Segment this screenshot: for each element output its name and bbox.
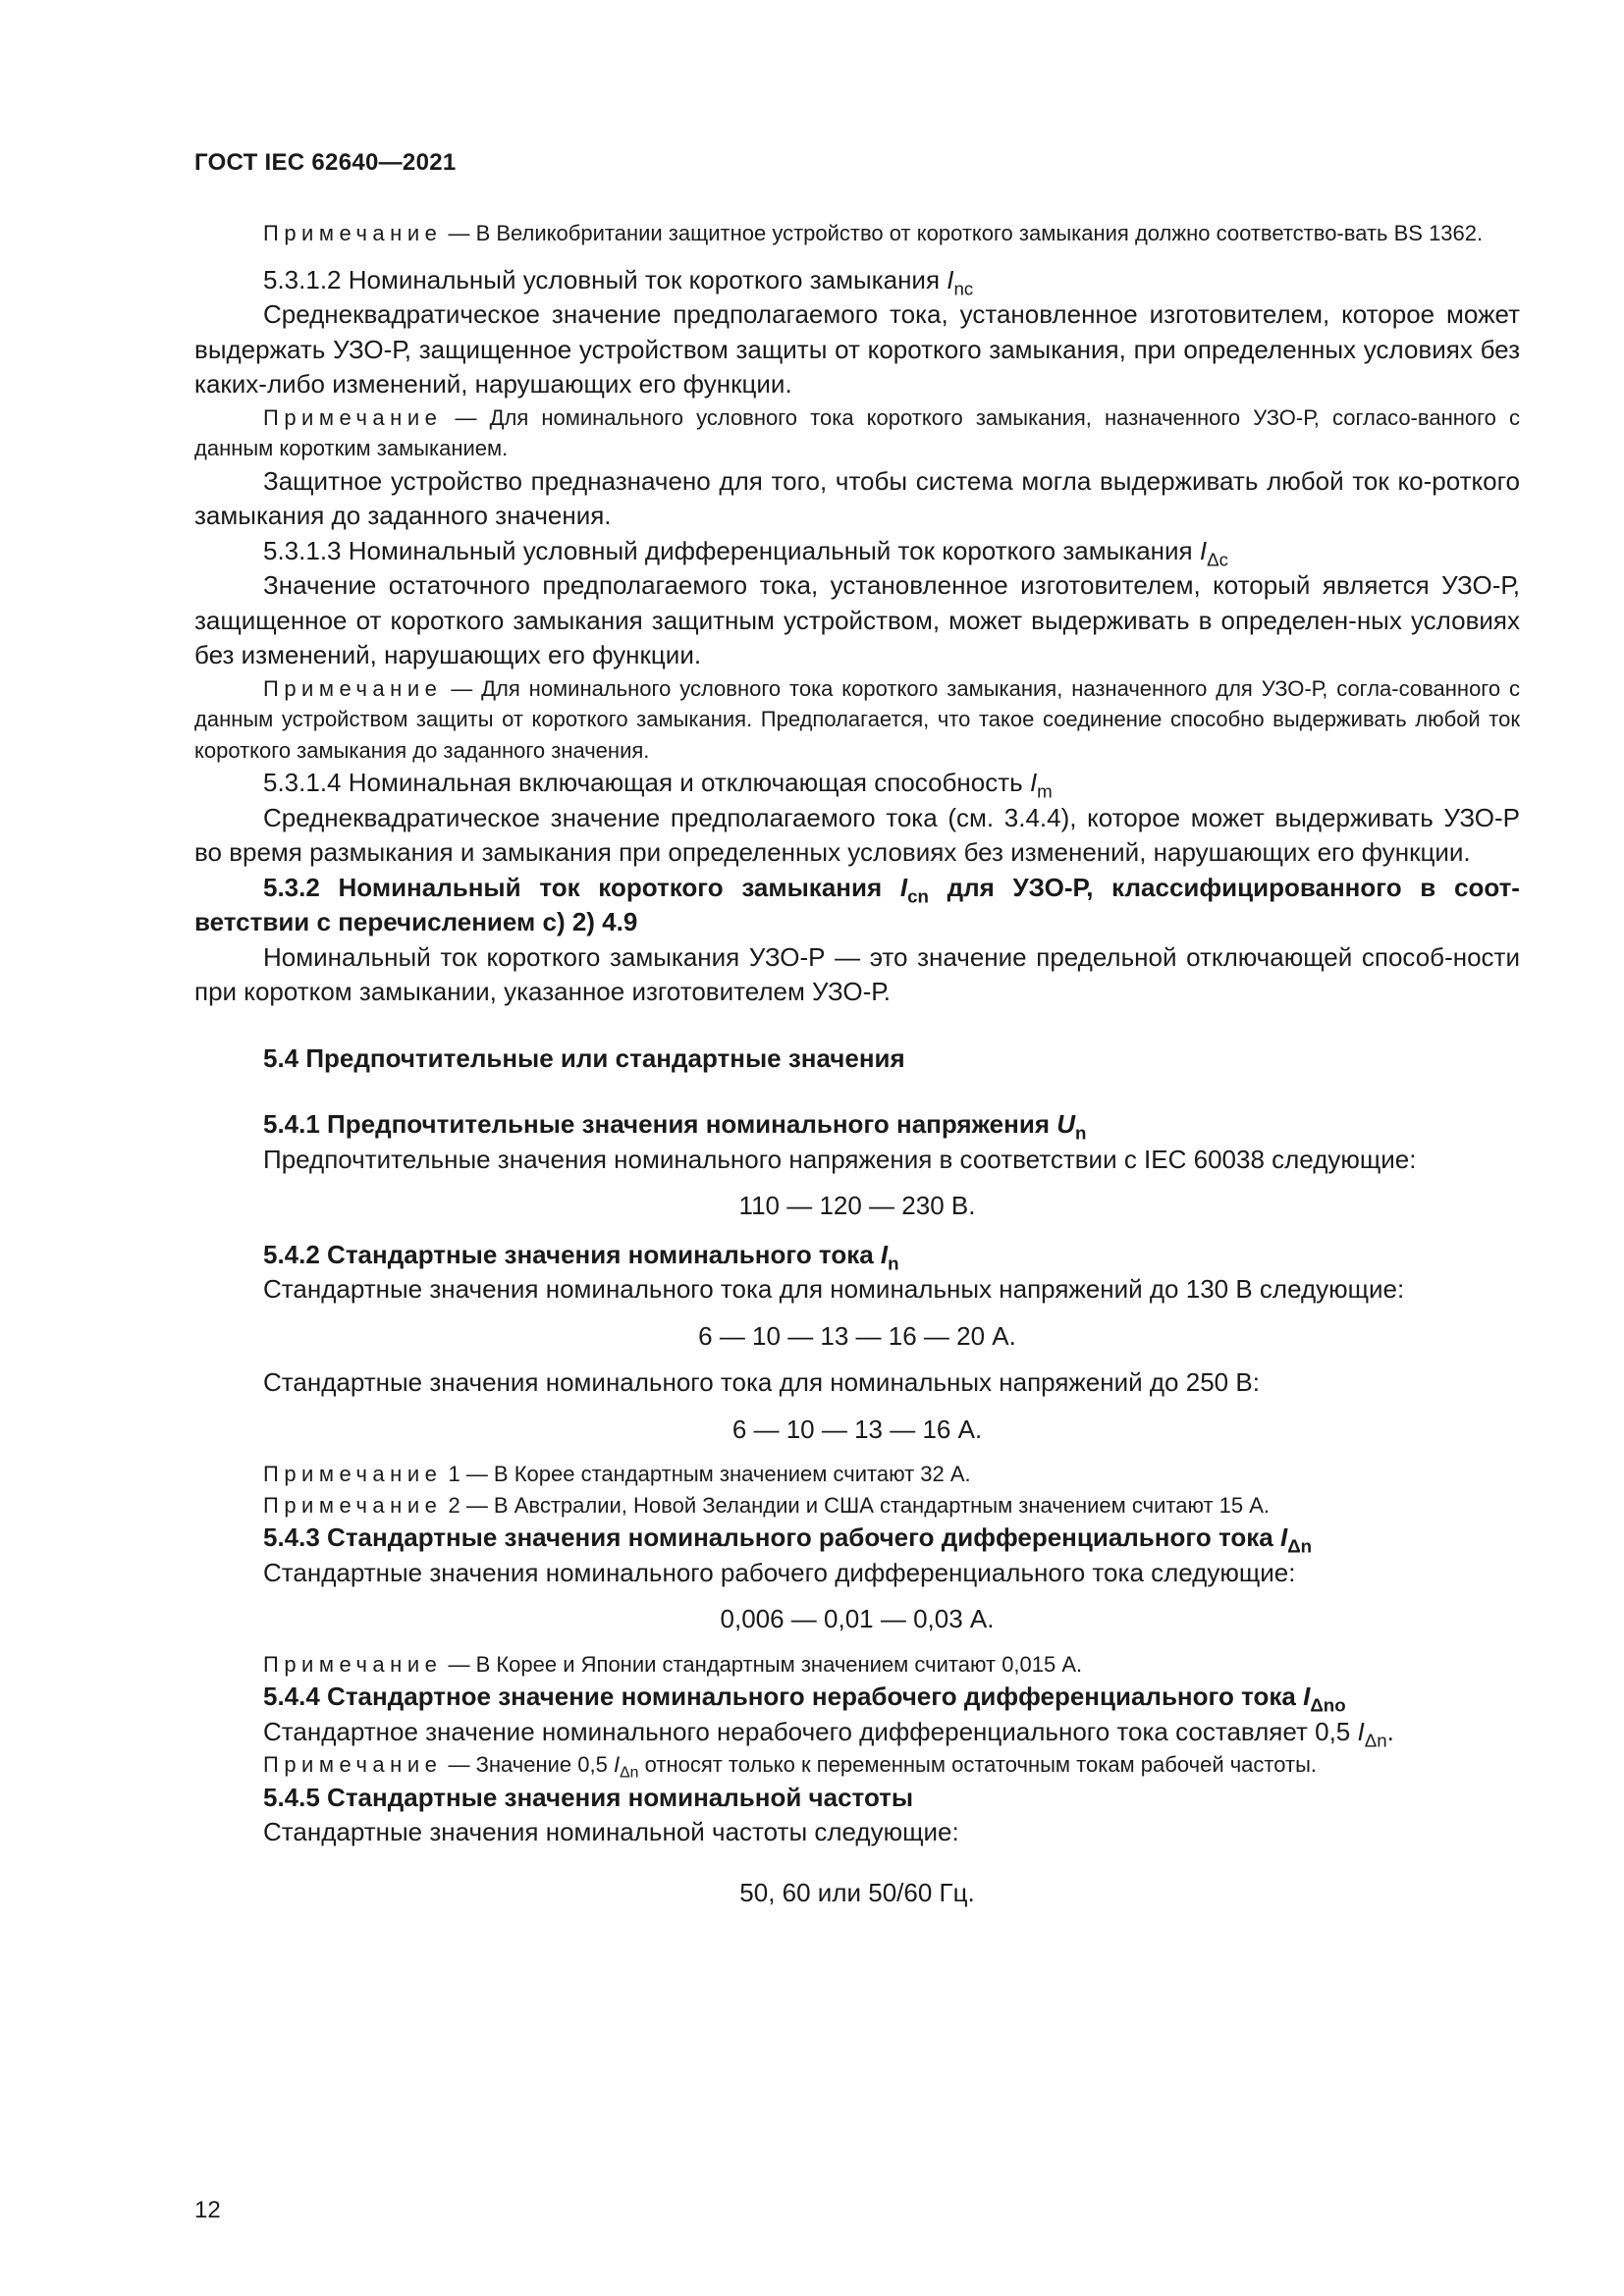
note-label: Примечание	[263, 404, 443, 430]
symbol-subscript: Δc	[1207, 549, 1228, 570]
clause-title-text: 5.3.2 Номинальный ток короткого замыкания	[263, 872, 883, 902]
symbol: I	[899, 872, 908, 902]
note-text: — В Великобритании защитное устройство от короткого замыкания должно соответство-вать BS 1362.	[448, 221, 1484, 245]
body-text: .	[1386, 1716, 1394, 1746]
symbol-subscript: n	[1075, 1122, 1087, 1144]
note-text: — Значение 0,5	[448, 1752, 608, 1777]
clause-5-4-1-body: Предпочтительные значения номинального напряжения в соответствии с IEC 60038 следующие:	[263, 1144, 1417, 1174]
clause-5-4-2-body-2: Стандартные значения номинального тока для номинальных напряжений до 250 В:	[263, 1367, 1260, 1397]
clause-5-4-2-body-1: Стандартные значения номинального тока для номинальных напряжений до 130 В следующие:	[263, 1274, 1405, 1304]
clause-title-text: 5.3.1.4 Номинальная включающая и отключающая способность	[263, 768, 1023, 797]
note-5-4-2-1	[194, 1459, 1520, 1490]
note-5-4-4	[194, 1749, 1520, 1781]
note-label: Примечание	[263, 1492, 443, 1518]
clause-5-3-1-3-title	[194, 534, 1520, 569]
clause-title-text: 5.3.1.3 Номинальный условный дифференциальный ток короткого замыкания	[263, 535, 1193, 565]
clause-5-4-4-title	[194, 1680, 1520, 1715]
symbol: I	[1357, 1716, 1365, 1746]
symbol: I	[947, 264, 954, 294]
clause-5-4-5-body: Стандартные значения номинальной частоты следующие:	[263, 1817, 959, 1846]
note-text: относят только к переменным остаточным токам рабочей частоты.	[644, 1752, 1317, 1777]
note-text: — Для номинального условного тока короткого замыкания, назначенного для УЗО-Р, согла-сованного с данным устройством защиты от короткого замыкания. Предполагается, что такое соединение способно выдерживать любой ток короткого замыкания до заданного значения.	[194, 675, 1520, 763]
clause-5-4-5-values: 50, 60 или 50/60 Гц.	[739, 1877, 975, 1907]
note-label: Примечание	[263, 221, 443, 245]
document-body	[194, 218, 1520, 1922]
clause-5-4-1-title	[194, 1107, 1520, 1143]
protective-device-paragraph: Защитное устройство предназначено для того, чтобы система могла выдерживать любой ток ко-роткого замыкания до заданного значения.	[194, 465, 1520, 530]
clause-5-3-2-title	[194, 871, 1520, 940]
clause-5-4-4-body	[194, 1715, 1520, 1750]
symbol: I	[1303, 1682, 1311, 1711]
note-text: — Для номинального условного тока короткого замыкания, назначенного УЗО-Р, согласо-ванного с данным коротким замыканием.	[194, 404, 1520, 460]
clause-5-3-1-4-body: Среднеквадратическое значение предполагаемого тока (см. 3.4.4), которое может выдерживать УЗО-Р во время размыкания и замыкания при определенных условиях без изменений, нарушающих его функции.	[194, 802, 1520, 867]
symbol-subscript: Δn	[1287, 1535, 1313, 1557]
clause-5-3-1-2-title	[194, 263, 1520, 298]
clause-title-text: 5.3.1.2 Номинальный условный ток короткого замыкания	[263, 264, 941, 294]
clause-title-text: 5.4.1 Предпочтительные значения номинального напряжения	[263, 1109, 1050, 1139]
symbol-subscript: Δno	[1310, 1694, 1346, 1716]
note-5-4-3	[194, 1649, 1520, 1681]
note-text: 1 — В Корее стандартным значением считают 32 А.	[448, 1462, 971, 1486]
symbol-subscript: Δn	[620, 1764, 639, 1782]
clause-title-text: 5.4.3 Стандартные значения номинального рабочего дифференциального тока	[263, 1522, 1273, 1552]
symbol: I	[1199, 535, 1208, 565]
symbol-subscript: m	[1037, 780, 1053, 802]
clause-5-4-2-values-1: 6 — 10 — 13 — 16 — 20 А.	[698, 1320, 1016, 1351]
note-5-3-1-2	[194, 402, 1520, 464]
note-uk	[194, 218, 1520, 249]
clause-title-text: 5.4.4 Стандартное значение номинального нерабочего дифференциального тока	[263, 1682, 1296, 1711]
symbol: I	[613, 1752, 621, 1777]
clause-5-3-1-2-body: Среднеквадратическое значение предполагаемого тока, установленное изготовителем, которое может выдержать УЗО-Р, защищенное устройством защиты от короткого замыкания, при определенных условиях без каких-либо изменений, нарушающих его функции.	[194, 299, 1520, 399]
symbol-subscript: cn	[907, 885, 929, 907]
symbol: U	[1056, 1109, 1076, 1139]
clause-5-4-1-values: 110 — 120 — 230 В.	[738, 1191, 976, 1220]
note-label: Примечание	[263, 1651, 443, 1677]
body-text: Стандартное значение номинального нерабочего дифференциального тока составляет 0,5	[263, 1716, 1351, 1746]
note-label: Примечание	[263, 1462, 443, 1486]
clause-5-4-3-body: Стандартные значения номинального рабочего дифференциального тока следующие:	[263, 1557, 1296, 1587]
symbol-subscript: nc	[953, 278, 974, 299]
clause-5-4-title: 5.4 Предпочтительные или стандартные значения	[263, 1042, 905, 1073]
symbol-subscript: n	[888, 1253, 899, 1274]
clause-5-4-5-title: 5.4.5 Стандартные значения номинальной частоты	[263, 1782, 914, 1812]
clause-title-text: 5.4.2 Стандартные значения номинального тока	[263, 1239, 874, 1269]
note-label: Примечание	[263, 675, 443, 701]
clause-5-4-3-values: 0,006 — 0,01 — 0,03 А.	[720, 1604, 995, 1633]
document-header: ГОСТ IEC 62640—2021	[194, 149, 457, 176]
clause-5-4-2-title	[194, 1238, 1520, 1273]
clause-title-text: для УЗО-Р, классифицированного в соот-ветствии с перечислением с) 2) 4.9	[194, 872, 1520, 936]
note-5-4-2-2	[194, 1490, 1520, 1522]
clause-5-3-1-4-title	[194, 766, 1520, 801]
note-text: 2 — В Австралии, Новой Зеландии и США стандартным значением считают 15 А.	[448, 1492, 1271, 1518]
symbol: I	[1029, 768, 1038, 797]
note-label: Примечание	[263, 1752, 443, 1777]
symbol: I	[880, 1239, 889, 1269]
note-text: — В Корее и Японии стандартным значением считают 0,015 А.	[448, 1651, 1083, 1677]
symbol-subscript: Δn	[1364, 1730, 1387, 1751]
note-5-3-1-3	[194, 673, 1520, 767]
clause-5-3-2-body: Номинальный ток короткого замыкания УЗО-Р — это значение предельной отключающей способ-ности при коротком замыкании, указанное изготовителем УЗО-Р.	[194, 941, 1520, 1006]
clause-5-3-1-3-body: Значение остаточного предполагаемого тока, установленное изготовителем, который является УЗО-Р, защищенное от короткого замыкания защитным устройством, может выдерживать в определен-ных условиях без изменений, нарушающих его функции.	[194, 570, 1520, 669]
symbol: I	[1279, 1522, 1288, 1552]
page-number: 12	[194, 2197, 221, 2223]
clause-5-4-2-values-2: 6 — 10 — 13 — 16 А.	[731, 1414, 983, 1444]
clause-5-4-3-title	[194, 1521, 1520, 1556]
